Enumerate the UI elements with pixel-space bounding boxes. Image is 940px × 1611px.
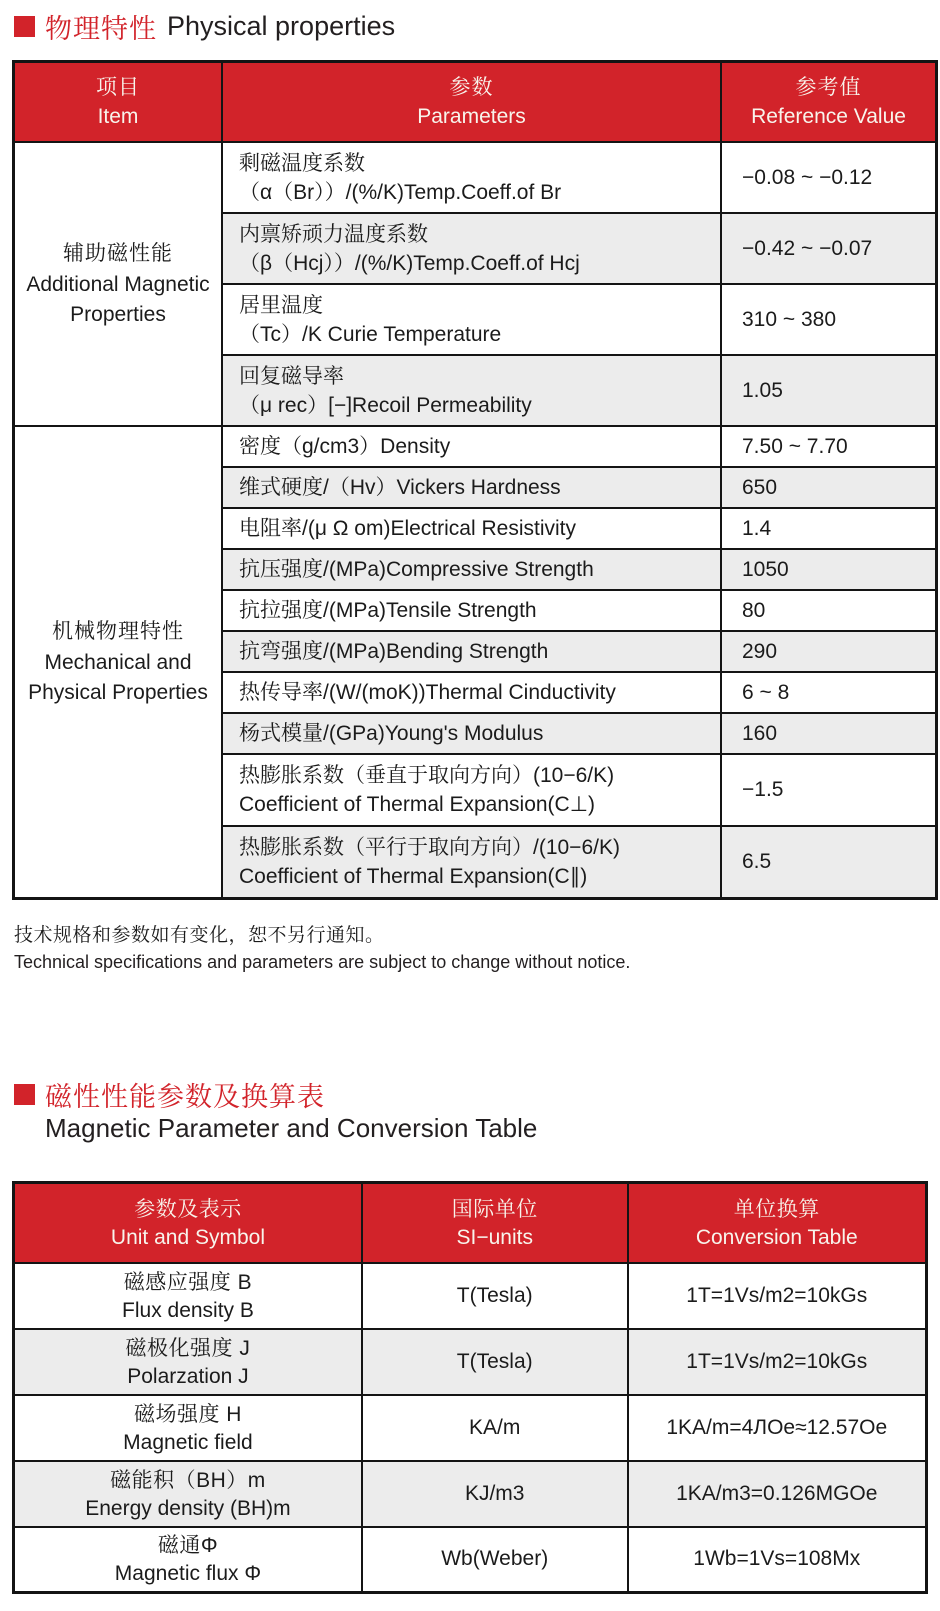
disclaimer-en: Technical specifications and parameters are subject to change without notice. <box>14 951 631 972</box>
item-cell-additional-magnetic <box>14 142 223 426</box>
symbol-cell <box>14 1329 362 1395</box>
symbol-zh: 磁感应强度 B <box>123 1270 253 1294</box>
header-si-units-zh: 国际单位 <box>451 1197 538 1221</box>
unit-cell: T(Tesla) <box>362 1263 628 1329</box>
conversion-cell: 1KA/m=4ЛOe≈12.57Oe <box>628 1395 927 1461</box>
value-cell: 7.50 ~ 7.70 <box>721 426 937 467</box>
param-line1: 居里温度 <box>239 293 323 317</box>
item-en: Additional Magnetic Properties <box>26 273 210 326</box>
table-row <box>14 1329 927 1395</box>
symbol-zh: 磁通Φ <box>157 1534 219 1558</box>
value-cell: 160 <box>721 713 937 754</box>
symbol-en: Magnetic field <box>123 1430 253 1454</box>
param-line1: 内禀矫顽力温度系数 <box>239 222 428 246</box>
symbol-en: Energy density (BH)m <box>85 1496 291 1520</box>
param-cell <box>222 826 721 898</box>
param-line1: 热传导率/(W/(moK))Thermal Cinductivity <box>239 681 616 704</box>
disclaimer-note <box>12 922 928 975</box>
param-line1: 抗压强度/(MPa)Compressive Strength <box>239 558 594 581</box>
unit-cell: KA/m <box>362 1395 628 1461</box>
symbol-en: Polarzation J <box>127 1364 249 1388</box>
param-cell <box>222 590 721 631</box>
item-cell-mechanical-physical <box>14 426 223 898</box>
param-line1: 密度（g/cm3）Density <box>239 435 451 458</box>
param-line1: 抗拉强度/(MPa)Tensile Strength <box>239 599 537 622</box>
param-cell <box>222 426 721 467</box>
value-cell: 1.4 <box>721 508 937 549</box>
param-line1: 杨式模量/(GPa)Young's Modulus <box>239 722 544 745</box>
header-reference-en: Reference Value <box>751 105 906 128</box>
symbol-zh: 磁能积（BH）m <box>110 1468 266 1492</box>
conversion-cell: 1KA/m3=0.126MGOe <box>628 1461 927 1527</box>
conversion-cell: 1T=1Vs/m2=10kGs <box>628 1263 927 1329</box>
value-cell: −1.5 <box>721 754 937 826</box>
value-cell: −0.08 ~ −0.12 <box>721 142 937 213</box>
header-unit-symbol-cell <box>14 1182 362 1263</box>
conversion-cell: 1Wb=1Vs=108Mx <box>628 1527 927 1593</box>
param-line2: （α（Br））/(%/K)Temp.Coeff.of Br <box>239 180 562 204</box>
table-row <box>14 1263 927 1329</box>
param-cell <box>222 508 721 549</box>
table-row <box>14 426 937 467</box>
header-item-cell <box>14 62 223 143</box>
item-en: Mechanical and Physical Properties <box>28 650 208 704</box>
param-cell <box>222 549 721 590</box>
param-cell <box>222 713 721 754</box>
param-line2: （μ rec）[−]Recoil Permeability <box>239 393 532 417</box>
header-conversion-zh: 单位换算 <box>733 1197 820 1221</box>
item-zh: 辅助磁性能 <box>63 242 173 265</box>
header-parameters-en: Parameters <box>417 105 526 128</box>
section1-title-zh: 物理特性 <box>45 13 157 44</box>
header-reference-cell <box>721 62 937 143</box>
conversion-cell: 1T=1Vs/m2=10kGs <box>628 1329 927 1395</box>
param-line1: 热膨胀系数（垂直于取向方向）(10−6/K) <box>239 764 615 787</box>
param-cell <box>222 355 721 426</box>
header-reference-zh: 参考值 <box>795 76 862 99</box>
red-square-bullet-icon <box>14 16 35 37</box>
section2-title-zh: 磁性性能参数及换算表 <box>45 1082 325 1112</box>
symbol-zh: 磁极化强度 J <box>125 1336 251 1360</box>
param-line2: （Tc）/K Curie Temperature <box>239 322 502 346</box>
unit-cell: KJ/m3 <box>362 1461 628 1527</box>
unit-cell: T(Tesla) <box>362 1329 628 1395</box>
symbol-en: Magnetic flux Φ <box>114 1562 262 1586</box>
physical-properties-table <box>12 60 938 900</box>
table1-header-row <box>14 62 937 143</box>
conversion-table <box>12 1181 928 1595</box>
value-cell: 6.5 <box>721 826 937 898</box>
value-cell: 6 ~ 8 <box>721 672 937 713</box>
symbol-cell <box>14 1395 362 1461</box>
param-line2: Coefficient of Thermal Expansion(C∥) <box>239 864 588 888</box>
symbol-zh: 磁场强度 H <box>133 1402 242 1426</box>
param-cell <box>222 467 721 508</box>
header-item-en: Item <box>97 105 139 128</box>
header-si-units-cell <box>362 1182 628 1263</box>
param-line1: 维式硬度/（Hv）Vickers Hardness <box>239 476 561 499</box>
symbol-cell <box>14 1263 362 1329</box>
param-cell <box>222 213 721 284</box>
value-cell: 80 <box>721 590 937 631</box>
param-cell <box>222 142 721 213</box>
value-cell: 310 ~ 380 <box>721 284 937 355</box>
unit-cell: Wb(Weber) <box>362 1527 628 1593</box>
symbol-cell <box>14 1461 362 1527</box>
table-row <box>14 1461 927 1527</box>
section2-title-en: Magnetic Parameter and Conversion Table <box>45 1112 538 1143</box>
table2-header-row <box>14 1182 927 1263</box>
section2-title <box>12 1079 928 1145</box>
header-parameters-cell <box>222 62 721 143</box>
section1-title <box>12 8 928 44</box>
symbol-cell <box>14 1527 362 1593</box>
header-item-zh: 项目 <box>96 76 140 99</box>
table-row <box>14 142 937 213</box>
header-si-units-en: SI−units <box>456 1225 533 1249</box>
param-cell <box>222 284 721 355</box>
value-cell: 1.05 <box>721 355 937 426</box>
param-cell <box>222 672 721 713</box>
header-conversion-cell <box>628 1182 927 1263</box>
table-row <box>14 1395 927 1461</box>
header-unit-symbol-en: Unit and Symbol <box>110 1225 265 1249</box>
param-line1: 电阻率/(μ Ω om)Electrical Resistivity <box>239 517 576 540</box>
param-cell <box>222 754 721 826</box>
item-zh: 机械物理特性 <box>52 619 184 643</box>
param-line2: （β（Hcj））/(%/K)Temp.Coeff.of Hcj <box>239 251 580 275</box>
param-line1: 热膨胀系数（平行于取向方向）/(10−6/K) <box>239 835 620 859</box>
value-cell: 1050 <box>721 549 937 590</box>
param-line1: 剩磁温度系数 <box>239 151 365 175</box>
param-line1: 抗弯强度/(MPa)Bending Strength <box>239 640 549 663</box>
value-cell: 290 <box>721 631 937 672</box>
section1-title-en: Physical properties <box>167 10 396 41</box>
table-row <box>14 1527 927 1593</box>
param-line2: Coefficient of Thermal Expansion(C⊥) <box>239 793 596 816</box>
header-conversion-en: Conversion Table <box>695 1225 858 1249</box>
header-unit-symbol-zh: 参数及表示 <box>134 1197 242 1221</box>
param-line1: 回复磁导率 <box>239 364 344 388</box>
red-square-bullet-icon <box>14 1084 35 1105</box>
header-parameters-zh: 参数 <box>449 76 494 99</box>
disclaimer-zh: 技术规格和参数如有变化，恕不另行通知。 <box>14 924 385 946</box>
symbol-en: Flux density B <box>122 1298 254 1322</box>
value-cell: −0.42 ~ −0.07 <box>721 213 937 284</box>
value-cell: 650 <box>721 467 937 508</box>
param-cell <box>222 631 721 672</box>
